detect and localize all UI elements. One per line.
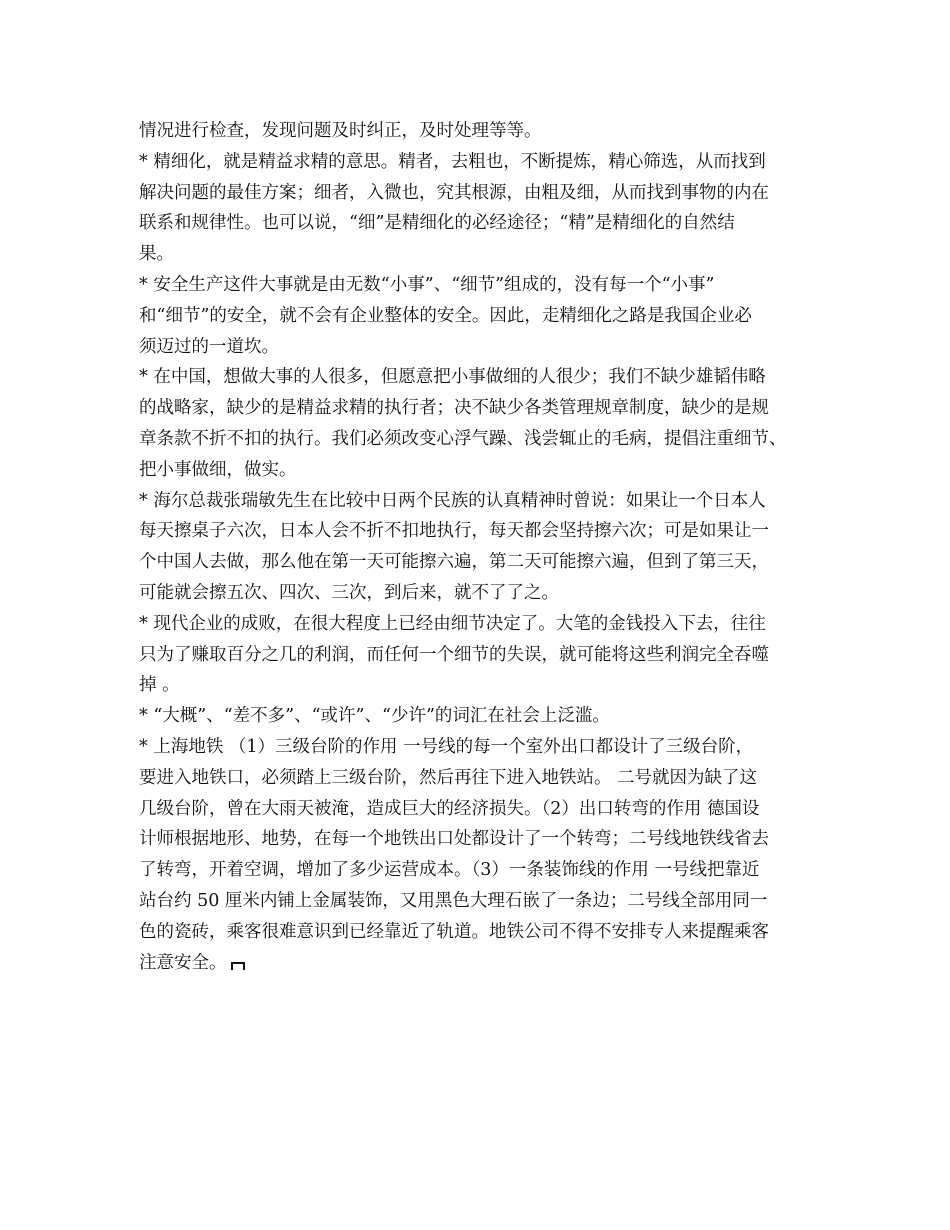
text-line: 的战略家，缺少的是精益求精的执行者；决不缺少各类管理规章制度，缺少的是规 xyxy=(139,398,769,419)
text-line: 要进入地铁口，必须踏上三级台阶，然后再往下进入地铁站。 二号就因为缺了这 xyxy=(139,767,758,788)
text-line: 只为了赚取百分之几的利润，而任何一个细节的失误，就可能将这些利润完全吞噬 xyxy=(139,644,769,665)
text-line: * “大概”、“差不多”、“或许”、“少许”的词汇在社会上泛滥。 xyxy=(139,706,610,727)
last-line-text: 注意安全。 xyxy=(139,952,227,973)
text-line: 了转弯，开着空调，增加了多少运营成本。（3）一条装饰线的作用 一号线把靠近 xyxy=(139,860,760,881)
body-text xyxy=(139,116,829,978)
text-line: * 现代企业的成败，在很大程度上已经由细节决定了。大笔的金钱投入下去，往往 xyxy=(139,613,766,634)
text-line: 站台约 50 厘米内铺上金属装饰，又用黑色大理石嵌了一条边；二号线全部用同一 xyxy=(139,890,768,911)
text-line: * 海尔总裁张瑞敏先生在比较中日两个民族的认真精神时曾说：如果让一个日本人 xyxy=(139,490,766,511)
text-line: * 在中国，想做大事的人很多，但愿意把小事做细的人很少；我们不缺少雄韬伟略 xyxy=(139,367,766,388)
text-line: 计师根据地形、地势，在每一个地铁出口处都设计了一个转弯；二号线地铁线省去 xyxy=(139,829,769,850)
text-line: 掉 。 xyxy=(139,675,180,696)
text-line: 个中国人去做，那么他在第一天可能擦六遍，第二天可能擦六遍，但到了第三天， xyxy=(139,552,769,573)
text-line: 解决问题的最佳方案；细者，入微也，究其根源，由粗及细，从而找到事物的内在 xyxy=(139,182,769,203)
text-line: 可能就会擦五次、四次、三次，到后来，就不了了之。 xyxy=(139,582,559,603)
end-mark-icon xyxy=(231,962,245,970)
text-line: * 安全生产这件大事就是由无数“小事”、“细节”组成的，没有每一个“小事” xyxy=(139,274,715,295)
text-line: 色的瓷砖，乘客很难意识到已经靠近了轨道。地铁公司不得不安排专人来提醒乘客 xyxy=(139,921,769,942)
text-line-last xyxy=(139,948,829,979)
text-line: 果。 xyxy=(139,244,174,265)
text-line: 情况进行检查，发现问题及时纠正，及时处理等等。 xyxy=(139,121,542,141)
text-line: 每天擦桌子六次，日本人会不折不扣地执行，每天都会坚持擦六次；可是如果让一 xyxy=(139,521,769,542)
text-line: 须迈过的一道坎。 xyxy=(139,336,279,357)
text-line: 几级台阶，曾在大雨天被淹，造成巨大的经济损失。（2）出口转弯的作用 德国设 xyxy=(139,798,760,819)
text-line: 章条款不折不扣的执行。我们必须改变心浮气躁、浅尝辄止的毛病，提倡注重细节、 xyxy=(139,428,787,449)
text-line: 把小事做细，做实。 xyxy=(139,459,297,480)
text-line: 和“细节”的安全，就不会有企业整体的安全。因此，走精细化之路是我国企业必 xyxy=(139,305,752,326)
text-line: * 上海地铁 （1）三级台阶的作用 一号线的每一个室外出口都设计了三级台阶， xyxy=(139,736,754,757)
text-line: 联系和规律性。也可以说，“细”是精细化的必经途径；“精”是精细化的自然结 xyxy=(139,213,735,234)
text-line: * 精细化，就是精益求精的意思。精者，去粗也，不断提炼，精心筛选，从而找到 xyxy=(139,151,766,172)
